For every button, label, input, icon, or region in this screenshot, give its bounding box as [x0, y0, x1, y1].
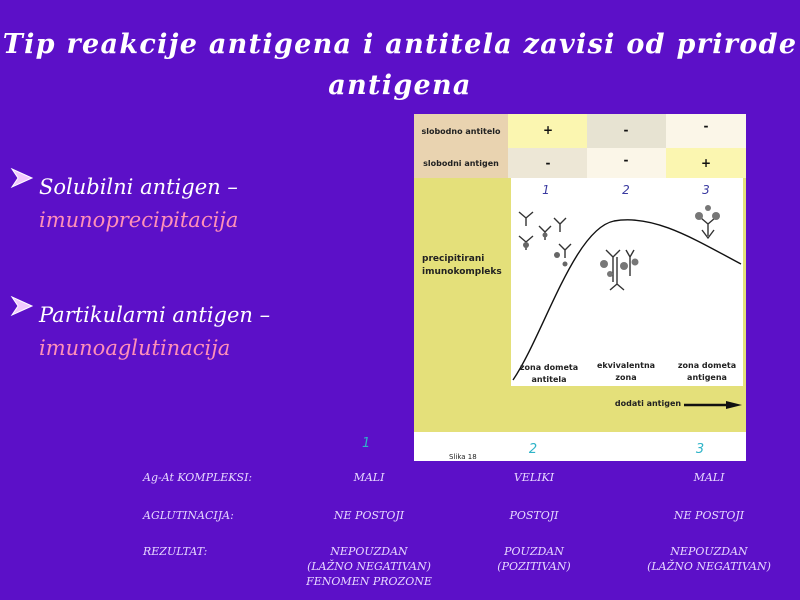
agglutination-zone-2: POSTOJI	[509, 509, 559, 522]
x-axis-label: dodati antigen	[614, 399, 682, 408]
side-number-1: 1	[362, 436, 371, 451]
slide-title-line1: Tip reakcije antigena i antitela zavisi od prirode	[2, 29, 798, 60]
arrow-bullet-icon	[10, 166, 34, 200]
precipitation-curve-figure	[414, 114, 746, 461]
bullet-main-text: Partikularni antigen –	[39, 303, 271, 327]
zone1-label-line2: antitela	[531, 375, 567, 384]
y-axis-label-panel	[414, 178, 508, 432]
figure-caption: Slika 18	[449, 453, 477, 461]
bullet-sub-text: imunoprecipitacija	[39, 208, 239, 232]
row1-cell-1: +	[542, 123, 554, 137]
agglutination-zone-3: NE POSTOJI	[673, 509, 745, 522]
arrow-bullet-icon	[10, 294, 34, 328]
bullet-sub-text: imunoaglutinacija	[39, 336, 231, 360]
result-zone-2: POUZDAN (POZITIVAN)	[497, 545, 571, 573]
row-label-result: REZULTAT:	[143, 545, 208, 558]
complexes-zone-2: VELIKI	[513, 471, 555, 484]
results-table	[0, 468, 800, 600]
y-axis-label-line2: imunokompleks	[422, 267, 502, 277]
complexes-zone-1: MALI	[353, 471, 385, 484]
row2-cell-1: -	[545, 156, 551, 170]
bullet-soluble-antigen	[10, 171, 405, 237]
row-label-complexes: Ag-At KOMPLEKSI:	[143, 471, 253, 484]
bullet-particulate-antigen	[10, 299, 405, 365]
row1-cell-2: -	[623, 123, 629, 137]
agglutination-zone-1: NE POSTOJI	[333, 509, 405, 522]
zone1-label-line1: zona dometa	[519, 363, 579, 372]
y-axis-label-line1: precipitirani	[422, 254, 485, 264]
zone3-label-line1: zona dometa	[677, 361, 737, 370]
bottom-number-2: 2	[528, 442, 538, 457]
zone-number-3: 3	[702, 183, 710, 197]
row1-cell-3: -	[703, 119, 709, 133]
bullet-main-text: Solubilni antigen –	[39, 175, 238, 199]
bottom-number-3: 3	[695, 442, 705, 457]
zone-number-2: 2	[622, 183, 630, 197]
zone3-label-line2: antigena	[687, 373, 727, 382]
complexes-zone-3: MALI	[693, 471, 725, 484]
row2-label: slobodni antigen	[423, 159, 499, 168]
result-zone-3: NEPOUZDAN (LAŽNO NEGATIVAN)	[647, 545, 771, 573]
zone-number-1: 1	[542, 183, 550, 197]
row-label-agglutination: AGLUTINACIJA:	[143, 509, 234, 522]
row1-label: slobodno antitelo	[421, 127, 501, 136]
zone2-label-line2: zona	[615, 373, 637, 382]
row2-cell-2: -	[623, 153, 629, 167]
zone2-label-line1: ekvivalentna	[596, 361, 656, 370]
row2-cell-3: +	[700, 156, 712, 170]
slide-title	[0, 24, 800, 106]
slide-title-line2: antigena	[328, 70, 472, 101]
result-zone-1: NEPOUZDAN (LAŽNO NEGATIVAN) FENOMEN PROZONE	[306, 545, 432, 588]
